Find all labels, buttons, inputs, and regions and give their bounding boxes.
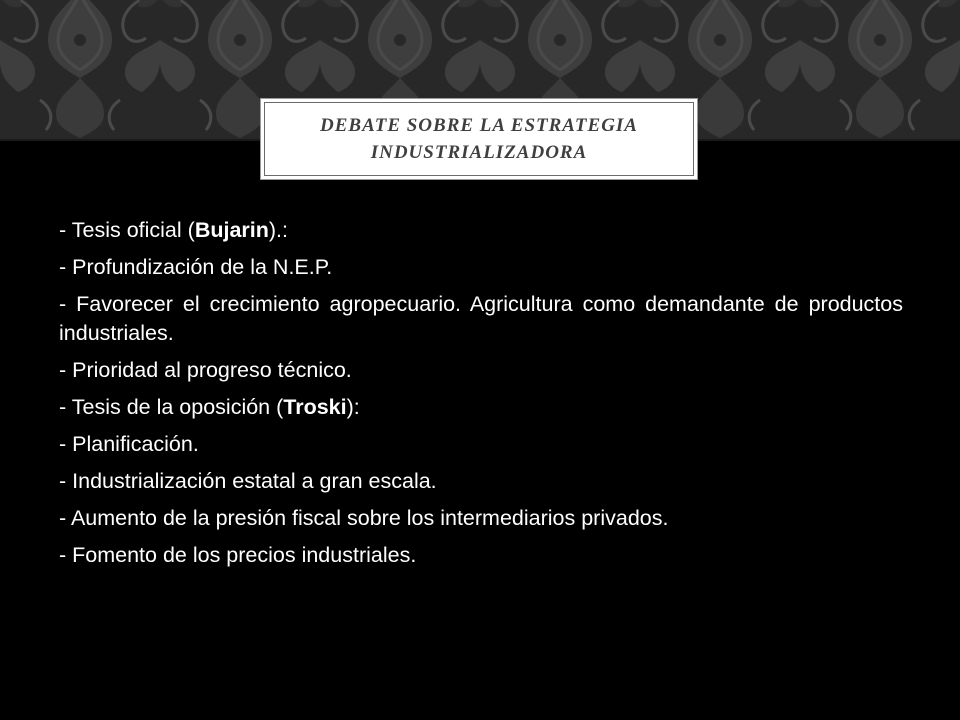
slide-body	[59, 216, 903, 578]
body-line-1-pre: - Tesis oficial (	[59, 218, 195, 242]
body-line-6: - Planificación.	[59, 432, 199, 456]
body-line-2: - Profundización de la N.E.P.	[59, 255, 333, 279]
body-line-5-bold: Troski	[283, 395, 347, 419]
title-box	[260, 98, 698, 180]
body-line-5-pre: - Tesis de la oposición (	[59, 395, 284, 419]
slide-title: DEBATE SOBRE LA ESTRATEGIA INDUSTRIALIZADORA	[320, 115, 638, 163]
body-line-1-post: ).:	[268, 218, 288, 242]
body-line-5-post: ):	[346, 395, 360, 419]
body-line-4: - Prioridad al progreso técnico.	[59, 358, 352, 382]
body-line-3: - Favorecer el crecimiento agropecuario. Agricultura como demandante de productos industriales.	[59, 292, 903, 345]
body-line-1	[59, 216, 903, 245]
title-box-frame	[264, 102, 694, 176]
body-line-5	[59, 393, 903, 422]
body-line-8: - Aumento de la presión fiscal sobre los intermediarios privados.	[59, 506, 669, 530]
body-line-9: - Fomento de los precios industriales.	[59, 543, 417, 567]
body-line-1-bold: Bujarin	[194, 218, 269, 242]
body-line-7: - Industrialización estatal a gran escala.	[59, 469, 437, 493]
